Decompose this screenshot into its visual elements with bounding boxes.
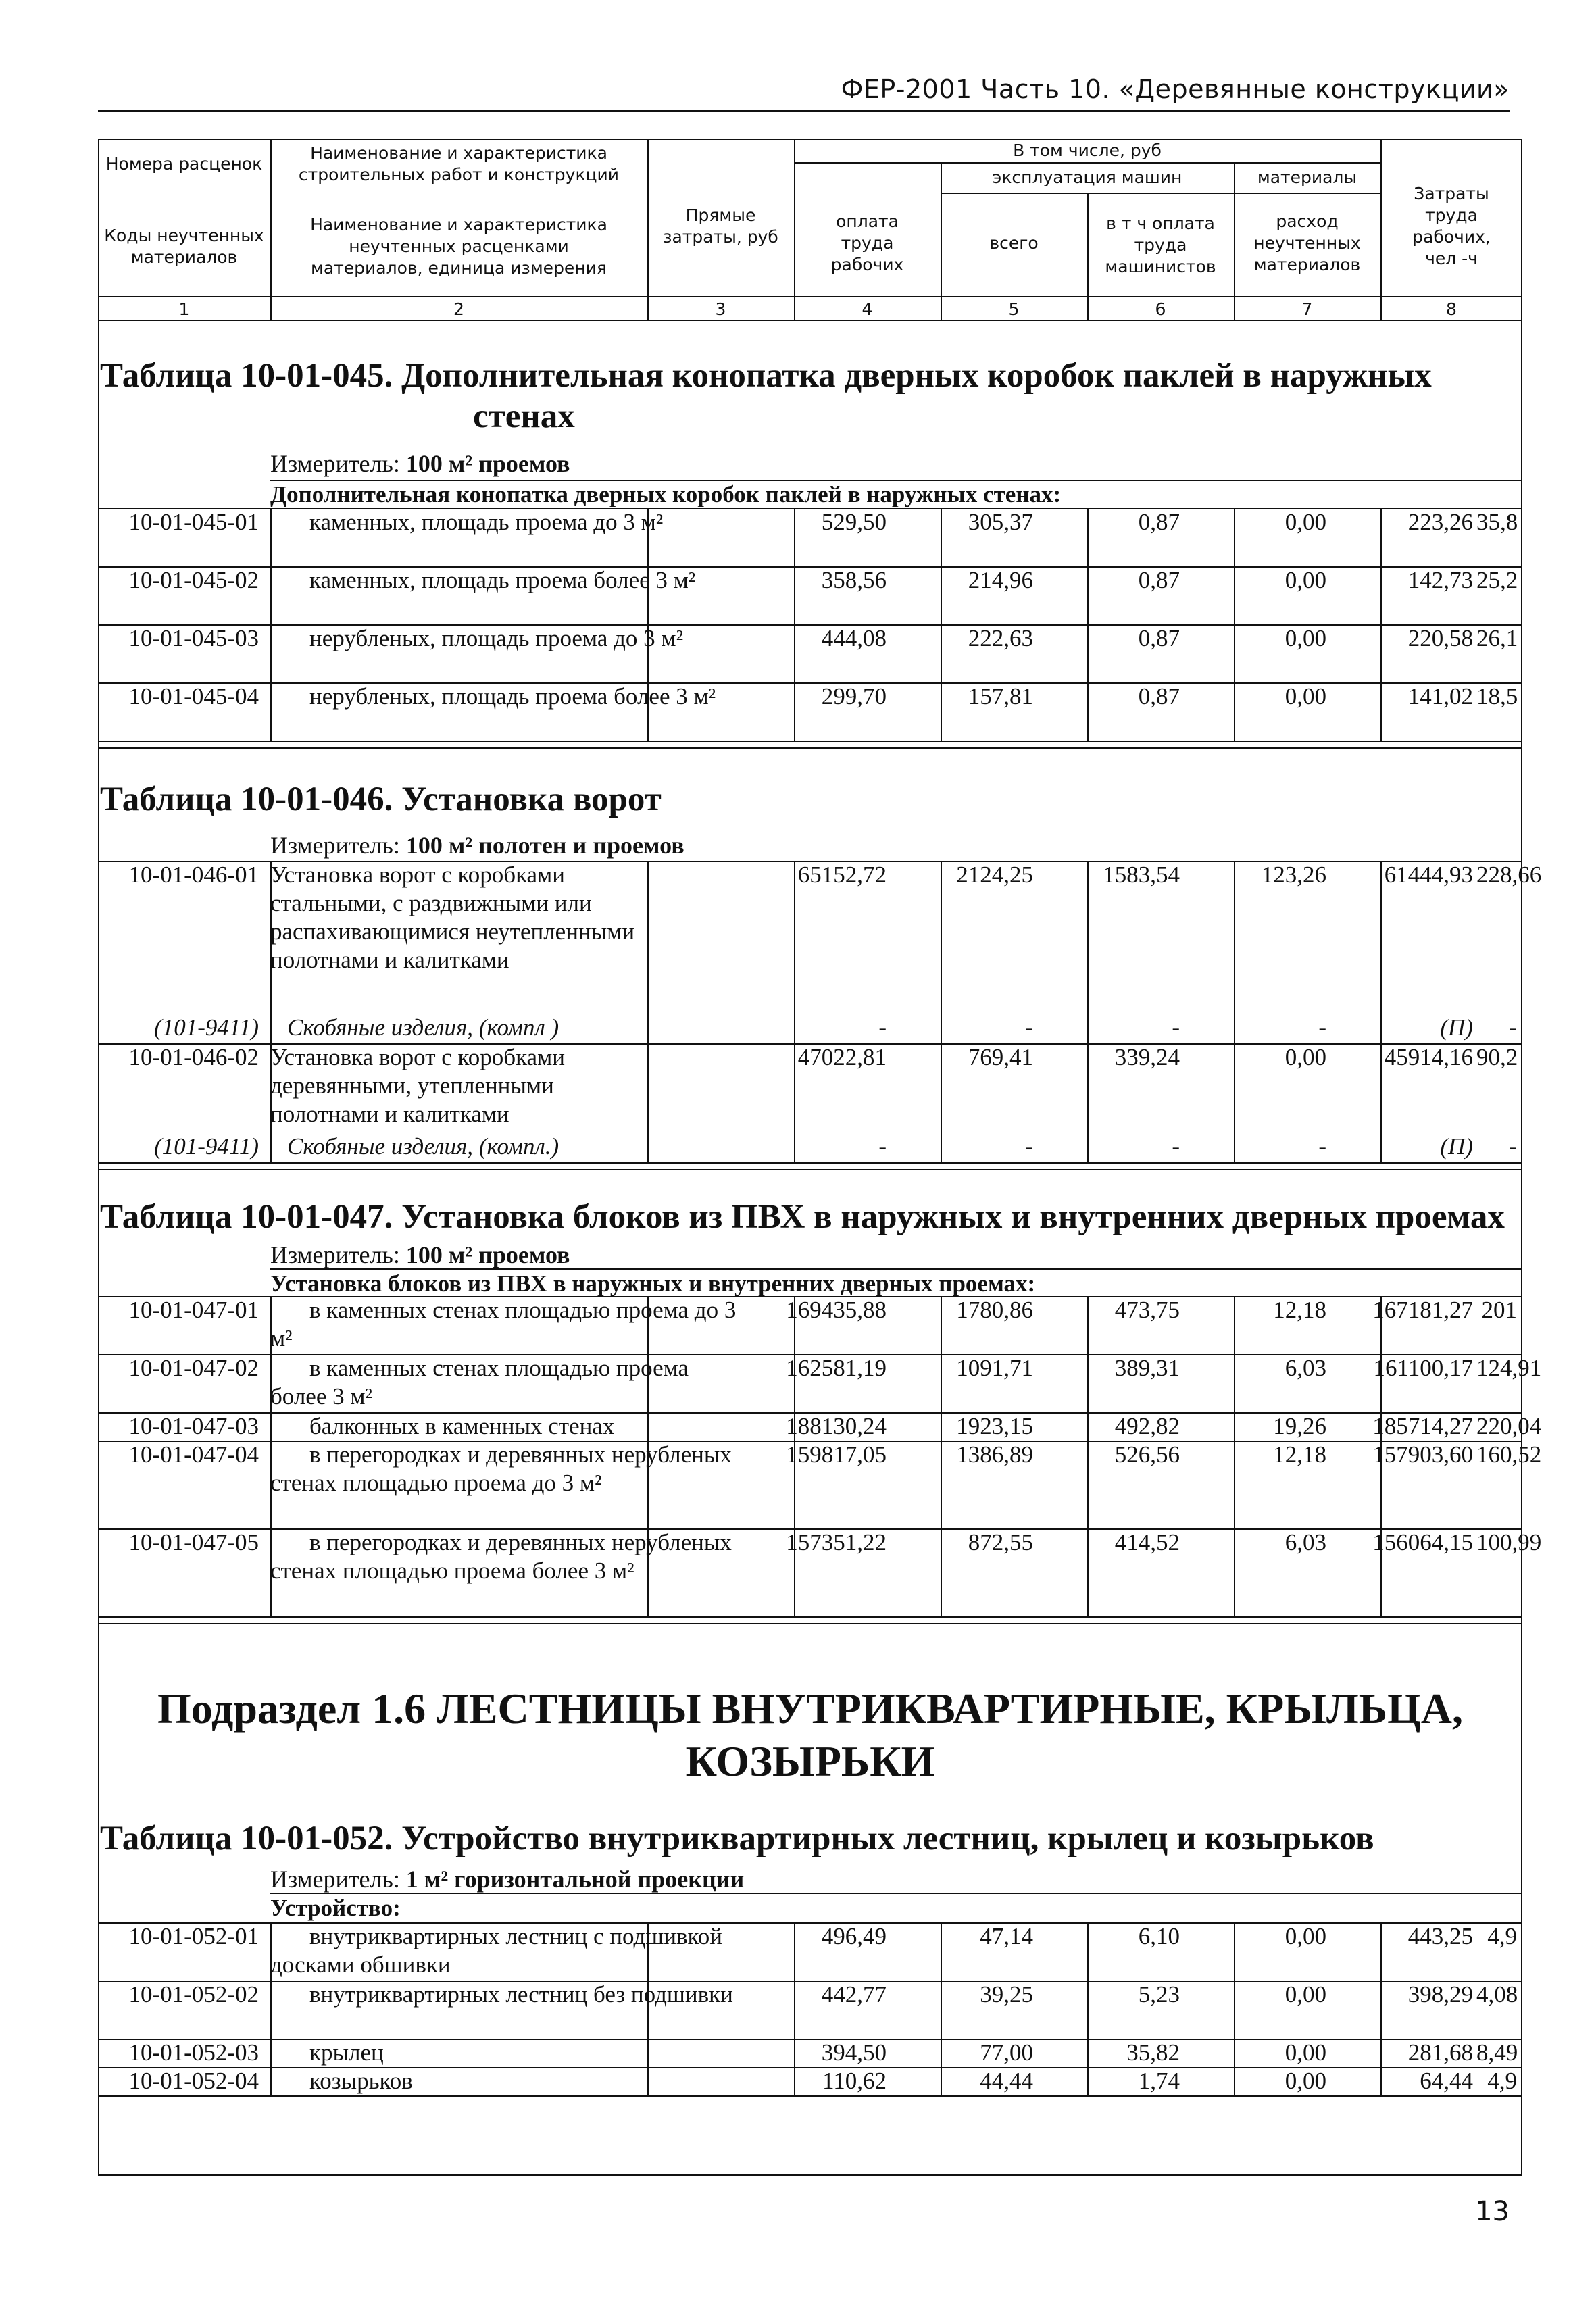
col-number: 3	[715, 299, 726, 319]
labor: 220,04	[1476, 1413, 1542, 1439]
direct-costs: 157351,22	[786, 1529, 887, 1555]
worker-pay: 1386,89	[956, 1441, 1033, 1468]
col-number: 4	[862, 299, 873, 319]
direct-costs: 159817,05	[786, 1441, 887, 1468]
worker-pay: 2124,25	[956, 862, 1033, 888]
machinist-pay: 0,00	[1285, 1981, 1326, 2008]
machines-total: 0,87	[1138, 567, 1180, 593]
labor: 4,9	[1487, 1923, 1517, 1949]
machines-total: 1583,54	[1103, 862, 1180, 888]
labor: 90,2	[1476, 1044, 1518, 1070]
row-name: Установка ворот с коробками стальными, с раздвижными или распахивающимися неутепленными полотнами и калитками	[270, 862, 635, 973]
worker-pay: 214,96	[968, 567, 1033, 593]
labor: 35,8	[1476, 509, 1518, 535]
direct-costs: 188130,24	[786, 1413, 887, 1439]
direct-costs: 65152,72	[797, 862, 887, 888]
machinist-pay: 0,00	[1285, 1044, 1326, 1070]
worker-pay: 1923,15	[956, 1413, 1033, 1439]
materials: (П)	[1440, 1133, 1473, 1160]
col-header-total: всего	[989, 233, 1039, 253]
machinist-pay: 0,00	[1285, 2039, 1326, 2066]
row-name: внутриквартирных лестниц без подшивки	[309, 1981, 733, 2008]
machinist-pay: 0,00	[1285, 625, 1326, 651]
table-047-subhead: Установка блоков из ПВХ в наружных и внутренних дверных проемах:	[270, 1270, 1036, 1297]
materials: 220,58	[1407, 625, 1473, 651]
worker-pay: 47,14	[980, 1923, 1033, 1949]
worker-pay: 44,44	[980, 2068, 1033, 2094]
direct-costs: 496,49	[821, 1923, 887, 1949]
machinist-pay: 6,03	[1285, 1355, 1326, 1381]
row-code: 10-01-052-04	[128, 2068, 259, 2094]
materials: 167181,27	[1372, 1297, 1473, 1323]
col-number: 5	[1008, 299, 1020, 319]
machinist-pay: -	[1318, 1014, 1326, 1041]
worker-pay: 39,25	[980, 1981, 1033, 2008]
row-name: в перегородках и деревянных нерубленых стенах площадью проема до 3 м²	[270, 1441, 732, 1496]
col-header-name: Наименование и характеристика строительных работ и конструкций	[298, 143, 620, 184]
table-052-subhead: Устройство:	[270, 1895, 401, 1921]
machines-total: -	[1172, 1133, 1180, 1160]
col-header-unaccounted-materials: расход неучтенных материалов	[1253, 211, 1361, 274]
machinist-pay: 19,26	[1273, 1413, 1326, 1439]
table-046-measure: Измеритель: 100 м² полотен и проемов	[270, 832, 684, 859]
materials: 185714,27	[1372, 1413, 1473, 1439]
col-number: 7	[1301, 299, 1313, 319]
col-number: 6	[1155, 299, 1166, 319]
row-name: каменных, площадь проема до 3 м²	[309, 509, 664, 535]
row-code: 10-01-052-03	[128, 2039, 259, 2066]
col-number: 2	[453, 299, 464, 319]
labor: 26,1	[1476, 625, 1518, 651]
materials: 45914,16	[1384, 1044, 1473, 1070]
table-046-title: Таблица 10-01-046. Установка ворот	[100, 780, 662, 818]
direct-costs: 162581,19	[786, 1355, 887, 1381]
machinist-pay: 123,26	[1261, 862, 1326, 888]
labor: 124,91	[1476, 1355, 1542, 1381]
row-name: Установка ворот с коробками деревянными, утепленными полотнами и калитками	[270, 1044, 565, 1127]
materials: 64,44	[1420, 2068, 1473, 2094]
materials: 161100,17	[1373, 1355, 1473, 1381]
col-header-machinist-pay: в т ч оплата труда машинистов	[1105, 213, 1216, 276]
labor: -	[1509, 1014, 1517, 1041]
worker-pay: 222,63	[968, 625, 1033, 651]
col-header-material-codes: Коды неучтенных материалов	[104, 226, 264, 267]
row-code: 10-01-046-02	[128, 1044, 259, 1070]
direct-costs: -	[878, 1133, 887, 1160]
row-code: 10-01-052-02	[128, 1981, 259, 2008]
worker-pay: 769,41	[968, 1044, 1033, 1070]
col-header-machines: эксплуатация машин	[992, 167, 1182, 187]
col-header-labor: Затраты труда рабочих, чел -ч	[1412, 184, 1491, 268]
row-code: 10-01-047-03	[128, 1413, 259, 1439]
col-header-materials: материалы	[1257, 167, 1357, 187]
materials: 141,02	[1407, 683, 1473, 710]
divider	[98, 1623, 1522, 1624]
row-name: в перегородках и деревянных нерубленых стенах площадью проема более 3 м²	[270, 1529, 732, 1584]
col-header-direct-costs: Прямые затраты, руб	[663, 205, 778, 247]
col-header-including: В том числе, руб	[1013, 140, 1162, 160]
machines-total: 35,82	[1126, 2039, 1180, 2066]
direct-costs: 299,70	[821, 683, 887, 710]
labor: 100,99	[1476, 1529, 1542, 1555]
row-code: 10-01-045-04	[128, 683, 259, 710]
direct-costs: 442,77	[821, 1981, 887, 2008]
machines-total: 473,75	[1114, 1297, 1180, 1323]
row-code: 10-01-047-04	[128, 1441, 259, 1468]
row-name: нерубленых, площадь проема до 3 м²	[309, 625, 684, 651]
direct-costs: -	[878, 1014, 887, 1041]
machines-total: 526,56	[1114, 1441, 1180, 1468]
materials: (П)	[1440, 1014, 1473, 1041]
row-code: 10-01-047-01	[128, 1297, 259, 1323]
row-code: 10-01-046-01	[128, 862, 259, 888]
row-name: внутриквартирных лестниц с подшивкой досками обшивки	[270, 1923, 722, 1978]
machines-total: 1,74	[1138, 2068, 1180, 2094]
material-code: (101-9411)	[154, 1014, 259, 1041]
row-name: козырьков	[309, 2068, 413, 2094]
direct-costs: 444,08	[821, 625, 887, 651]
table-052-title: Таблица 10-01-052. Устройство внутриквартирных лестниц, крылец и козырьков	[100, 1820, 1374, 1858]
materials: 223,26	[1407, 509, 1473, 535]
machinist-pay: 0,00	[1285, 509, 1326, 535]
labor: -	[1509, 1133, 1517, 1160]
materials: 281,68	[1407, 2039, 1473, 2066]
materials: 443,25	[1407, 1923, 1473, 1949]
worker-pay: 872,55	[968, 1529, 1033, 1555]
labor: 160,52	[1476, 1441, 1542, 1468]
worker-pay: 77,00	[980, 2039, 1033, 2066]
machines-total: 6,10	[1138, 1923, 1180, 1949]
col-number: 1	[178, 299, 190, 319]
row-code: 10-01-045-01	[128, 509, 259, 535]
labor: 8,49	[1476, 2039, 1518, 2066]
document-header-title: ФЕР-2001 Часть 10. «Деревянные конструкции»	[841, 74, 1510, 104]
row-name: каменных, площадь проема более 3 м²	[309, 567, 696, 593]
machines-total: 0,87	[1138, 683, 1180, 710]
table-045-subhead: Дополнительная конопатка дверных коробок паклей в наружных стенах:	[270, 481, 1062, 507]
row-name: крылец	[309, 2039, 384, 2066]
table-047-measure: Измеритель: 100 м² проемов	[270, 1241, 570, 1268]
header-rule	[98, 110, 1510, 112]
col-header-worker-pay: оплата труда рабочих	[830, 211, 904, 274]
machines-total: 339,24	[1114, 1044, 1180, 1070]
machines-total: 0,87	[1138, 625, 1180, 651]
table-047-title: Таблица 10-01-047. Установка блоков из ПВХ в наружных и внутренних дверных проемах	[100, 1198, 1505, 1236]
worker-pay: -	[1025, 1014, 1033, 1041]
machines-total: -	[1172, 1014, 1180, 1041]
worker-pay: 1780,86	[956, 1297, 1033, 1323]
divider	[98, 747, 1522, 749]
row-name: нерубленых, площадь проема более 3 м²	[309, 683, 716, 710]
machinist-pay: 12,18	[1273, 1297, 1326, 1323]
direct-costs: 358,56	[821, 567, 887, 593]
direct-costs: 47022,81	[797, 1044, 887, 1070]
machinist-pay: -	[1318, 1133, 1326, 1160]
material-code: (101-9411)	[154, 1133, 259, 1160]
col-header-codes: Номера расценок	[105, 154, 263, 174]
worker-pay: 157,81	[968, 683, 1033, 710]
table-045-title: Таблица 10-01-045. Дополнительная конопатка дверных коробок паклей в наружных	[100, 357, 1432, 395]
labor: 201	[1481, 1297, 1517, 1323]
row-name: в каменных стенах площадью проема более 3 м²	[270, 1355, 689, 1410]
machinist-pay: 0,00	[1285, 2068, 1326, 2094]
table-052-measure: Измеритель: 1 м² горизонтальной проекции	[270, 1866, 745, 1893]
labor: 4,08	[1476, 1981, 1518, 2008]
worker-pay: 305,37	[968, 509, 1033, 535]
machines-total: 5,23	[1138, 1981, 1180, 2008]
labor: 4,9	[1487, 2068, 1517, 2094]
row-name: балконных в каменных стенах	[309, 1413, 615, 1439]
row-code: 10-01-047-02	[128, 1355, 259, 1381]
labor: 228,66	[1476, 862, 1542, 888]
machines-total: 389,31	[1114, 1355, 1180, 1381]
row-name: в каменных стенах площадью проема до 3 м²	[270, 1297, 737, 1351]
machines-total: 492,82	[1114, 1413, 1180, 1439]
direct-costs: 529,50	[821, 509, 887, 535]
col-number: 8	[1446, 299, 1457, 319]
machines-total: 0,87	[1138, 509, 1180, 535]
material-name: Скобяные изделия, (компл.)	[287, 1133, 559, 1160]
machinist-pay: 12,18	[1273, 1441, 1326, 1468]
materials: 61444,93	[1384, 862, 1473, 888]
section-title: Подраздел 1.6 ЛЕСТНИЦЫ ВНУТРИКВАРТИРНЫЕ, КРЫЛЬЦА,	[157, 1685, 1463, 1733]
section-title-cont: КОЗЫРЬКИ	[685, 1737, 935, 1785]
direct-costs: 110,62	[822, 2068, 887, 2094]
direct-costs: 394,50	[821, 2039, 887, 2066]
worker-pay: -	[1025, 1133, 1033, 1160]
row-code: 10-01-045-02	[128, 567, 259, 593]
direct-costs: 169435,88	[786, 1297, 887, 1323]
row-code: 10-01-047-05	[128, 1529, 259, 1555]
materials: 398,29	[1407, 1981, 1473, 2008]
materials: 156064,15	[1372, 1529, 1473, 1555]
table-045-measure: Измеритель: 100 м² проемов	[270, 450, 570, 477]
materials: 142,73	[1407, 567, 1473, 593]
machinist-pay: 0,00	[1285, 567, 1326, 593]
col-header-material-name: Наименование и характеристика неучтенных расценками материалов, единица измерения	[310, 215, 607, 278]
row-code: 10-01-045-03	[128, 625, 259, 651]
row-code: 10-01-052-01	[128, 1923, 259, 1949]
labor: 18,5	[1476, 683, 1518, 710]
machinist-pay: 6,03	[1285, 1529, 1326, 1555]
machinist-pay: 0,00	[1285, 1923, 1326, 1949]
divider	[98, 1169, 1522, 1170]
material-name: Скобяные изделия, (компл )	[287, 1014, 559, 1041]
labor: 25,2	[1476, 567, 1518, 593]
worker-pay: 1091,71	[956, 1355, 1033, 1381]
machinist-pay: 0,00	[1285, 683, 1326, 710]
machines-total: 414,52	[1114, 1529, 1180, 1555]
page-number: 13	[1475, 2196, 1510, 2227]
table-045-title-cont: стенах	[473, 397, 575, 435]
materials: 157903,60	[1372, 1441, 1473, 1468]
